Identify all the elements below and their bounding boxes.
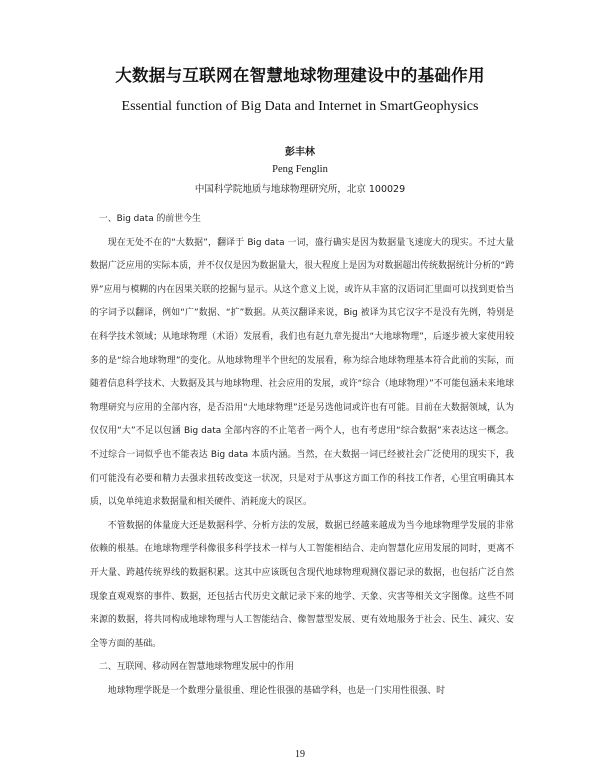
author-name-chinese: 彭丰林: [285, 147, 315, 158]
paper-body: [90, 208, 514, 703]
section-2-heading: 二、互联网、移动网在智慧地球物理发展中的作用: [98, 662, 295, 673]
paper-title-chinese: 大数据与互联网在智慧地球物理建设中的基础作用: [115, 66, 485, 85]
author-name-english: Peng Fenglin: [272, 164, 328, 175]
body-paragraph: 不管数据的体量庞大还是数据科学、分析方法的发展，数据已经越来越成为当今地球物理学发展的非常依赖的根基。在地球物理学科像很多科学技术一样与人工智能相结合、走向智慧化应用发展的同时，更离不开大量、跨越传统界线的数据积累。这其中应该既包含现代地球物理观测仪器记录的数据，也包括广泛自然现象直观观察的事件、数据，还包括古代历史文献记录下来的地学、天象、灾害等相关文字图像。这些不同来源的数据，将共同构成地球物理与人工智能结合、像智慧型发展、更有效地服务于社会、民生、减灾、安全等方面的基础。: [90, 520, 514, 649]
section-1-heading: 一、Big data 的前世今生: [98, 214, 201, 224]
author-affiliation: 中国科学院地质与地球物理研究所，北京 100029: [194, 184, 406, 195]
paper-title-english: Essential function of Big Data and Internet in SmartGeophysics: [121, 99, 479, 114]
body-paragraph: 地球物理学既是一个数理分量很重、理论性很强的基础学科，也是一门实用性很强、时: [107, 685, 446, 696]
page-number: 19: [295, 749, 305, 760]
body-paragraph: 现在无处不在的“大数据”，翻译于 Big data 一词，盛行确实是因为数据量飞速庞大的现实。不过大量数据广泛应用的实际本质，并不仅仅是因为数据量大，很大程度上是因为对数据超出传统数据统计分析的“跨界”应用与模糊的内在因果关联的挖掘与显示。从这个意义上说，或许从丰富的汉语词汇里面可以找到更恰当的字词予以翻译，例如“广”数据、“扩”数据。从英汉翻译来说，Big 被译为其它汉字不是没有先例，特别是在科学技术领域；从地球物理（术语）发展看，我们也有赵九章先提出“大地球物理”，后逐步被大家使用较多的是“综合地球物理”的变化。从地球物理半个世纪的发展看，称为综合地球物理基本符合此前的实际，而随着信息科学技术、大数据及其与地球物理、社会应用的发展，或许“综合（地球物理）”不可能包涵未来地球物理研究与应用的全部内容，是否沿用“大地球物理”还是另选他词或许也有可能。目前在大数据领域，认为仅仅用“大”不足以包涵 Big data 全部内容的不止笔者一两个人，也有考虑用“综合数据”来表达这一概念。不过综合一词似乎也不能表达 Big data 本质内涵。当然，在大数据一词已经被社会广泛使用的现实下，我们可能没有必要和精力去强求扭转改变这一状况，只是对于从事这方面工作的科技工作者，心里宜明确其本质，以免单纯追求数据量和相关硬件、消耗庞大的误区。: [90, 237, 514, 508]
